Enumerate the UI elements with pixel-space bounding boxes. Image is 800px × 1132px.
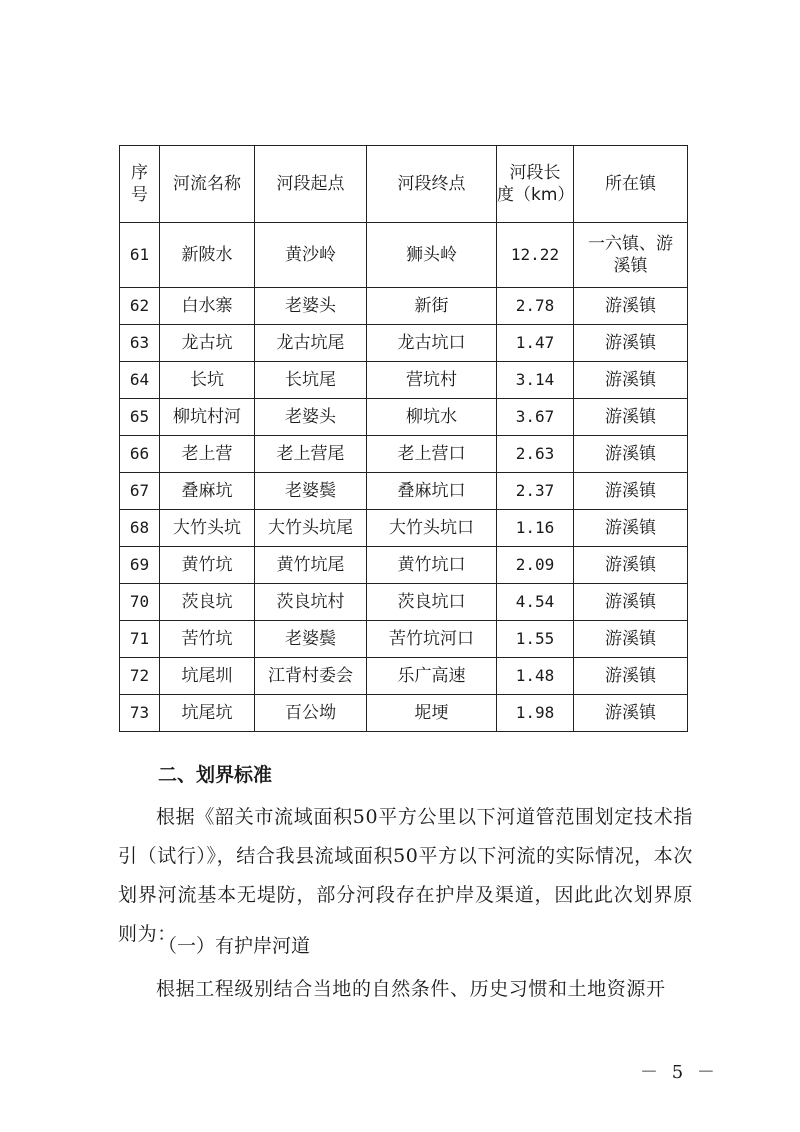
- cell-start: 百公坳: [255, 695, 367, 732]
- cell-length: 2.09: [497, 547, 574, 584]
- cell-town-line: 游溪镇: [605, 517, 656, 538]
- cell-no: 72: [120, 658, 160, 695]
- cell-length: 2.78: [497, 288, 574, 325]
- cell-end: 柳坑水: [367, 399, 497, 436]
- section-paragraph: 根据《韶关市流域面积50平方公里以下河道管范围划定技术指引（试行）》，结合我县流域面积50平方以下河流的实际情况，本次划界河流基本无堤防，部分河段存在护岸及渠道，因此此次划界原则为：: [118, 806, 693, 945]
- cell-town-line: 游溪镇: [605, 665, 656, 686]
- cell-river-name: 白水寨: [160, 288, 255, 325]
- cell-end: 茨良坑口: [367, 584, 497, 621]
- cell-river-name: 新陂水: [160, 223, 255, 288]
- table-row: [120, 510, 688, 547]
- cell-river-name: 柳坑村河: [160, 399, 255, 436]
- cell-river-name: 叠麻坑: [160, 473, 255, 510]
- header-start: 河段起点: [255, 146, 367, 223]
- cell-length: 1.98: [497, 695, 574, 732]
- cell-length: 1.48: [497, 658, 574, 695]
- header-town: 所在镇: [574, 146, 688, 223]
- cell-river-name: 茨良坑: [160, 584, 255, 621]
- cell-start: 长坑尾: [255, 362, 367, 399]
- table-row: [120, 547, 688, 584]
- cell-length: 3.67: [497, 399, 574, 436]
- cell-end: 黄竹坑口: [367, 547, 497, 584]
- cell-town-line: 游溪镇: [605, 480, 656, 501]
- cell-length: 3.14: [497, 362, 574, 399]
- cell-no: 64: [120, 362, 160, 399]
- table-row: [120, 658, 688, 695]
- cell-river-name: 长坑: [160, 362, 255, 399]
- cell-town: [574, 695, 688, 732]
- header-seq-line2: 号: [131, 185, 148, 205]
- cell-start: 老婆鬓: [255, 473, 367, 510]
- cell-length: 1.47: [497, 325, 574, 362]
- cell-start: 黄沙岭: [255, 223, 367, 288]
- cell-no: 65: [120, 399, 160, 436]
- cell-river-name: 坑尾圳: [160, 658, 255, 695]
- cell-town-line: 游溪镇: [605, 443, 656, 464]
- cell-length: 12.22: [497, 223, 574, 288]
- section-subheading: （一）有护岸河道: [158, 935, 311, 957]
- cell-end: 坭埂: [367, 695, 497, 732]
- header-seq: [120, 146, 160, 223]
- table-header-row: [120, 146, 688, 223]
- cell-end: 狮头岭: [367, 223, 497, 288]
- header-length: [497, 146, 574, 223]
- cell-river-name: 黄竹坑: [160, 547, 255, 584]
- cell-town-line: 溪镇: [613, 256, 648, 276]
- cell-river-name: 苦竹坑: [160, 621, 255, 658]
- cell-start: 大竹头坑尾: [255, 510, 367, 547]
- table-row: [120, 584, 688, 621]
- cell-end: 苦竹坑河口: [367, 621, 497, 658]
- table-row: [120, 223, 688, 288]
- cell-no: 71: [120, 621, 160, 658]
- cell-no: 70: [120, 584, 160, 621]
- table-row: [120, 399, 688, 436]
- cell-end: 老上营口: [367, 436, 497, 473]
- header-river-name: 河流名称: [160, 146, 255, 223]
- cell-end: 龙古坑口: [367, 325, 497, 362]
- table-row: [120, 473, 688, 510]
- cell-town: [574, 288, 688, 325]
- cell-start: 老婆鬓: [255, 621, 367, 658]
- cell-no: 73: [120, 695, 160, 732]
- cell-town-line: 游溪镇: [605, 406, 656, 427]
- river-table: [119, 145, 688, 732]
- cell-town-line: 游溪镇: [605, 369, 656, 390]
- cell-no: 69: [120, 547, 160, 584]
- cell-no: 67: [120, 473, 160, 510]
- cell-town-line: 一六镇、游: [588, 233, 673, 254]
- cell-end: 新街: [367, 288, 497, 325]
- cell-river-name: 老上营: [160, 436, 255, 473]
- cell-river-name: 大竹头坑: [160, 510, 255, 547]
- cell-town: [574, 436, 688, 473]
- cell-town: [574, 584, 688, 621]
- cell-town: [574, 473, 688, 510]
- cell-town: [574, 621, 688, 658]
- cell-town-line: 游溪镇: [605, 295, 656, 316]
- cell-town-line: 游溪镇: [605, 554, 656, 575]
- cell-length: 2.63: [497, 436, 574, 473]
- cell-start: 老上营尾: [255, 436, 367, 473]
- cell-start: 龙古坑尾: [255, 325, 367, 362]
- section-paragraph-2: 根据工程级别结合当地的自然条件、历史习惯和土地资源开: [156, 978, 666, 1000]
- cell-no: 62: [120, 288, 160, 325]
- table-row: [120, 621, 688, 658]
- cell-length: 1.55: [497, 621, 574, 658]
- header-length-line2: 度（km）: [497, 185, 575, 205]
- page-number: － 5 －: [640, 1062, 719, 1083]
- cell-end: 叠麻坑口: [367, 473, 497, 510]
- cell-town: [574, 547, 688, 584]
- cell-town: [574, 362, 688, 399]
- table-row: [120, 695, 688, 732]
- cell-town: [574, 399, 688, 436]
- table-row: [120, 288, 688, 325]
- cell-end: 大竹头坑口: [367, 510, 497, 547]
- table-row: [120, 325, 688, 362]
- cell-town: [574, 325, 688, 362]
- cell-length: 1.16: [497, 510, 574, 547]
- cell-town-line: 游溪镇: [605, 591, 656, 612]
- cell-town: [574, 658, 688, 695]
- cell-start: 黄竹坑尾: [255, 547, 367, 584]
- cell-town-line: 游溪镇: [605, 332, 656, 353]
- header-length-line1: 河段长: [509, 163, 561, 183]
- cell-no: 66: [120, 436, 160, 473]
- cell-town: [574, 510, 688, 547]
- cell-town-line: 游溪镇: [605, 628, 656, 649]
- cell-town-line: 游溪镇: [605, 702, 656, 723]
- cell-end: 营坑村: [367, 362, 497, 399]
- cell-start: 江背村委会: [255, 658, 367, 695]
- cell-river-name: 坑尾坑: [160, 695, 255, 732]
- cell-no: 68: [120, 510, 160, 547]
- cell-no: 63: [120, 325, 160, 362]
- header-end: 河段终点: [367, 146, 497, 223]
- header-seq-line1: 序: [131, 163, 148, 183]
- cell-town: [574, 223, 688, 288]
- table-body: [120, 223, 688, 732]
- table-row: [120, 362, 688, 399]
- cell-end: 乐广高速: [367, 658, 497, 695]
- cell-start: 老婆头: [255, 399, 367, 436]
- cell-start: 老婆头: [255, 288, 367, 325]
- cell-length: 4.54: [497, 584, 574, 621]
- cell-no: 61: [120, 223, 160, 288]
- section-heading: 二、划界标准: [158, 764, 273, 786]
- table-row: [120, 436, 688, 473]
- cell-river-name: 龙古坑: [160, 325, 255, 362]
- cell-length: 2.37: [497, 473, 574, 510]
- cell-start: 茨良坑村: [255, 584, 367, 621]
